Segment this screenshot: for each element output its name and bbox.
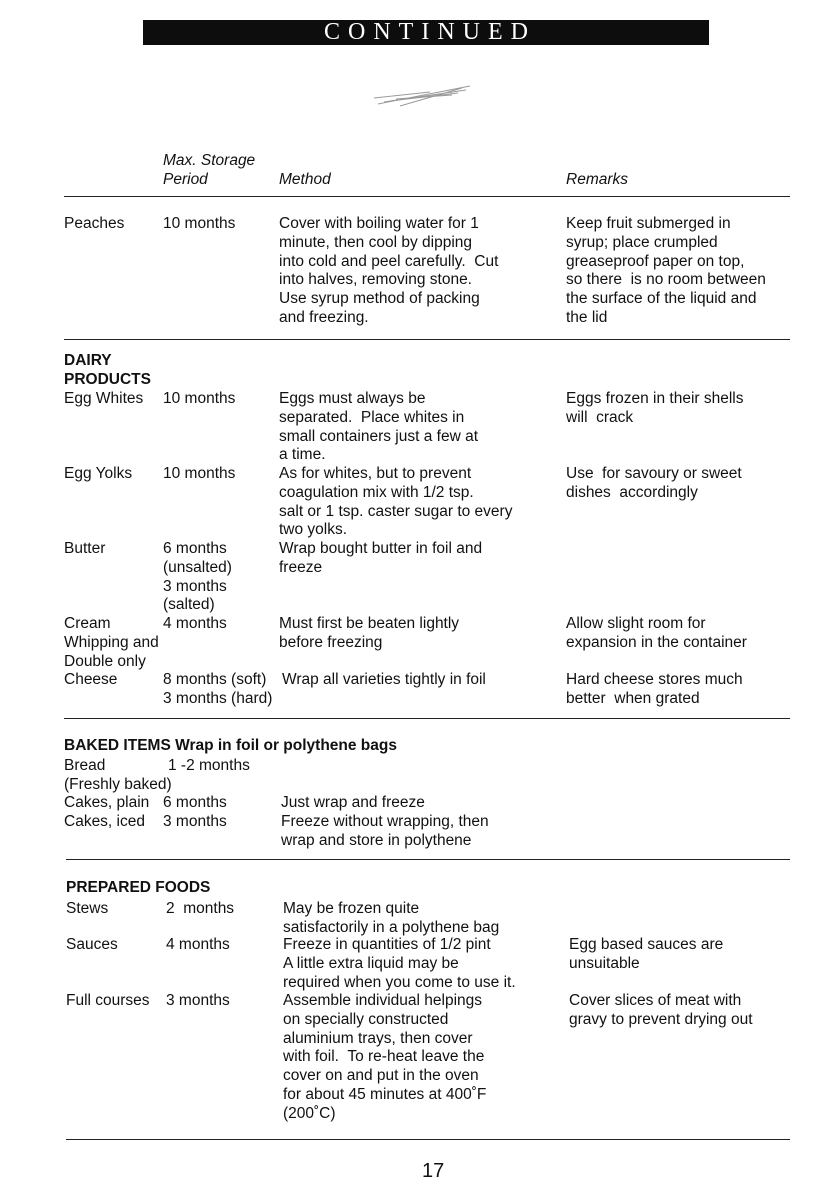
decorative-ornament: [370, 80, 480, 110]
section-rule: [66, 859, 790, 860]
item-cakes-iced: Cakes, iced: [64, 813, 145, 830]
method-cream: Must first be beaten lightly before freezing: [279, 615, 460, 651]
period-butter: 6 months (unsalted) 3 months (salted): [163, 540, 232, 614]
item-bread: Bread (Freshly baked): [64, 757, 172, 793]
storage-header-line1: Max. Storage: [163, 152, 256, 169]
period-egg-whites: 10 months: [163, 390, 236, 407]
period-cakes-iced: 3 months: [163, 813, 227, 830]
item-egg-yolks: Egg Yolks: [64, 465, 133, 482]
period-egg-yolks: 10 months: [163, 465, 236, 482]
continued-banner: CONTINUED: [143, 20, 709, 45]
period-sauces: 4 months: [166, 936, 230, 953]
method-egg-whites: Eggs must always be separated. Place whites in small containers just a few at a time.: [279, 390, 479, 464]
period-cream: 4 months: [163, 615, 227, 632]
method-cakes-iced: Freeze without wrapping, then wrap and store in polythene: [281, 813, 489, 849]
header-rule: [64, 196, 790, 197]
prepared-heading: PREPARED FOODS: [66, 879, 211, 896]
dairy-heading: DAIRY PRODUCTS: [64, 352, 151, 388]
section-rule: [64, 339, 790, 340]
period-stews: 2 months: [166, 900, 235, 917]
method-cakes-plain: Just wrap and freeze: [281, 794, 425, 811]
method-header: Method: [279, 171, 331, 188]
item-cheese: Cheese: [64, 671, 118, 688]
method-full-courses: Assemble individual helpings on specially constructed aluminium trays, then cover with foil. To re-heat leave the cover on and put in the oven for about 45 minutes at 400˚F (200˚C): [283, 992, 487, 1122]
item-butter: Butter: [64, 540, 106, 557]
remarks-egg-yolks: Use for savoury or sweet dishes accordingly: [566, 465, 742, 501]
item-peaches: Peaches: [64, 215, 125, 232]
method-stews: May be frozen quite satisfactorily in a polythene bag: [283, 900, 500, 936]
item-cream: Cream Whipping and Double only: [64, 615, 159, 670]
remarks-sauces: Egg based sauces are unsuitable: [569, 936, 724, 972]
remarks-header: Remarks: [566, 171, 629, 188]
method-sauces: Freeze in quantities of 1/2 pint A little extra liquid may be required when you come to use it.: [283, 936, 516, 991]
method-butter: Wrap bought butter in foil and freeze: [279, 540, 483, 576]
item-sauces: Sauces: [66, 936, 118, 953]
remarks-egg-whites: Eggs frozen in their shells will crack: [566, 390, 744, 426]
section-rule: [64, 718, 790, 719]
item-full-courses: Full courses: [66, 992, 150, 1009]
baked-heading: BAKED ITEMS Wrap in foil or polythene bags: [64, 737, 397, 754]
period-cheese: 8 months (soft) 3 months (hard): [163, 671, 273, 707]
remarks-cheese: Hard cheese stores much better when grated: [566, 671, 743, 707]
period-cakes-plain: 6 months: [163, 794, 227, 811]
method-cheese: Wrap all varieties tightly in foil: [282, 671, 486, 688]
remarks-full-courses: Cover slices of meat with gravy to prevent drying out: [569, 992, 753, 1028]
page-number: 17: [422, 1160, 445, 1182]
remarks-peaches: Keep fruit submerged in syrup; place crumpled greaseproof paper on top, so there is no room between the surface of the liquid and the lid: [566, 215, 766, 326]
method-peaches: Cover with boiling water for 1 minute, then cool by dipping into cold and peel carefully. Cut into halves, removing stone. Use syrup method of packing and freezing.: [279, 215, 499, 326]
period-peaches: 10 months: [163, 215, 236, 232]
remarks-cream: Allow slight room for expansion in the container: [566, 615, 747, 651]
period-bread: 1 -2 months: [168, 757, 250, 774]
storage-header-line2: Period: [163, 171, 208, 188]
item-egg-whites: Egg Whites: [64, 390, 144, 407]
method-egg-yolks: As for whites, but to prevent coagulation mix with 1/2 tsp. salt or 1 tsp. caster sugar to every two yolks.: [279, 465, 513, 539]
section-rule: [66, 1139, 790, 1140]
item-stews: Stews: [66, 900, 109, 917]
item-cakes-plain: Cakes, plain: [64, 794, 150, 811]
period-full-courses: 3 months: [166, 992, 230, 1009]
